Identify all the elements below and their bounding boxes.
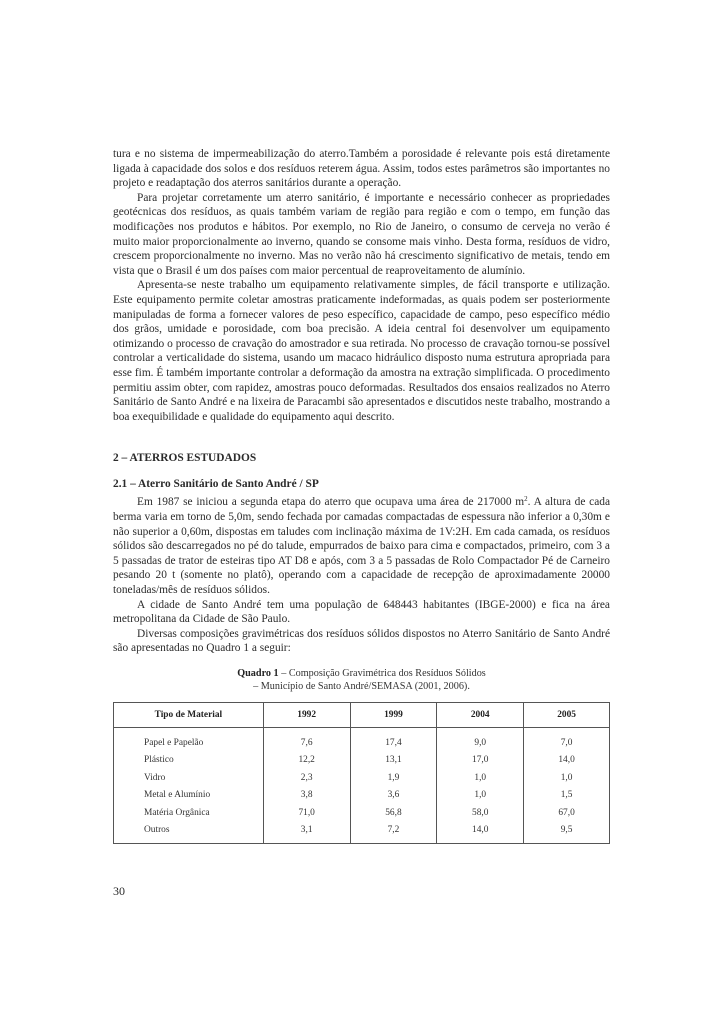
- cell-value: 67,0: [524, 804, 610, 822]
- page-number: 30: [113, 884, 125, 898]
- cell-value: 71,0: [263, 804, 350, 822]
- paragraph-population: A cidade de Santo André tem uma população de 648443 habitantes (IBGE-2000) e fica na área metropolitana da Cidade de São Paulo.: [113, 598, 610, 626]
- table-row: [114, 751, 610, 769]
- cell-value: 14,0: [524, 751, 610, 769]
- caption-line-1: – Composição Gravimétrica dos Resíduos Sólidos: [278, 668, 486, 679]
- cell-value: 1,0: [437, 769, 524, 787]
- cell-value: 2,3: [263, 769, 350, 787]
- cell-material: Metal e Alumínio: [114, 786, 264, 804]
- cell-value: 12,2: [263, 751, 350, 769]
- cell-value: 58,0: [437, 804, 524, 822]
- table-header-row: [114, 702, 610, 727]
- table-row: [114, 821, 610, 843]
- header-year-2004: 2004: [437, 702, 524, 727]
- cell-material: Outros: [114, 821, 264, 843]
- cell-value: 7,6: [263, 727, 350, 751]
- cell-value: 9,0: [437, 727, 524, 751]
- table-caption: [113, 667, 610, 694]
- cell-value: 3,1: [263, 821, 350, 843]
- header-year-2005: 2005: [524, 702, 610, 727]
- paragraph-intro-3: Apresenta-se neste trabalho um equipamento relativamente simples, de fácil transporte e utilização. Este equipamento permite coletar amostras praticamente indeformadas, as quais podem ser posteriormente manipuladas de forma a fornecer valores de peso específico, capacidade de campo, peso específico médio dos grãos, umidade e porosidade, com boa precisão. A ideia central foi desenvolver um equipamento otimizando o processo de cravação do amostrador e sua retirada. No processo de cravação tornou-se possível controlar a verticalidade do sistema, usando um macaco hidráulico disposto numa estrutura apropriada para esse fim. É também importante controlar a deformação da amostra na extração simplificada. O procedimento permitiu assim obter, com rapidez, amostras pouco deformadas. Resultados dos ensaios realizados no Aterro Sanitário de Santo André e na lixeira de Paracambi são apresentados e discutidos neste trabalho, mostrando a boa exequibilidade e qualidade do equipamento aqui descrito.: [113, 279, 610, 423]
- header-year-1999: 1999: [350, 702, 437, 727]
- cell-value: 17,4: [350, 727, 437, 751]
- cell-value: 13,1: [350, 751, 437, 769]
- caption-line-2: – Município de Santo André/SEMASA (2001, 2006).: [253, 681, 470, 693]
- table-row: [114, 727, 610, 751]
- cell-material: Papel e Papelão: [114, 727, 264, 751]
- cell-value: 17,0: [437, 751, 524, 769]
- cell-material: Plástico: [114, 751, 264, 769]
- cell-value: 56,8: [350, 804, 437, 822]
- cell-value: 1,5: [524, 786, 610, 804]
- table-row: [114, 786, 610, 804]
- cell-material: Vidro: [114, 769, 264, 787]
- cell-material: Matéria Orgânica: [114, 804, 264, 822]
- paragraph-area-text: Em 1987 se iniciou a segunda etapa do aterro que ocupava uma área de 217000 m: [137, 496, 525, 509]
- header-year-1992: 1992: [263, 702, 350, 727]
- table-row: [114, 769, 610, 787]
- cell-value: 7,2: [350, 821, 437, 843]
- page-body: [113, 147, 610, 844]
- cell-value: 3,6: [350, 786, 437, 804]
- table-row: [114, 804, 610, 822]
- cell-value: 1,0: [437, 786, 524, 804]
- paragraph-compositions: Diversas composições gravimétricas dos resíduos sólidos dispostos no Aterro Sanitário de Santo André são apresentadas no Quadro 1 a seguir:: [113, 627, 610, 655]
- paragraph-intro-2: Para projetar corretamente um aterro sanitário, é importante e necessário conhecer as propriedades geotécnicas dos resíduos, as quais também variam de região para região e com o tempo, em função das modificações nos produtos e hábitos. Por exemplo, no Rio de Janeiro, o consumo de cerveja no verão é muito maior proporcionalmente ao inverno, quando se consome mais vinho. Desta forma, resíduos de vidro, crescem proporcionalmente no inverno. Mas no verão não há crescimento significativo de metais, tendo em vista que o Brasil é um dos países com maior percentual de reaproveitamento de alumínio.: [113, 191, 610, 277]
- paragraph-intro-1: tura e no sistema de impermeabilização do aterro.Também a porosidade é relevante pois está diretamente ligada à capacidade dos solos e dos resíduos reterem água. Assim, todos estes parâmetros são importantes no projeto e readaptação dos aterros sanitários durante a operação.: [113, 148, 610, 190]
- composition-table: [113, 702, 610, 844]
- cell-value: 1,0: [524, 769, 610, 787]
- section-heading: 2 – ATERROS ESTUDADOS: [113, 452, 257, 465]
- subsection-heading: 2.1 – Aterro Sanitário de Santo André / SP: [113, 477, 319, 490]
- area-unit-superscript: 2: [524, 495, 528, 504]
- cell-value: 3,8: [263, 786, 350, 804]
- paragraph-area-text-continued: . A altura de cada berma varia em torno de 5,0m, sendo fechada por camadas compactadas de espessura não inferior a 0,30m e não superior a 0,60m, dispostas em taludes com inclinação máxima de 1V:2H. Em cada camada, os resíduos sólidos são descarregados no pé do talude, empurrados de baixo para cima e compactados, primeiro, com 3 a 5 passadas de trator de esteiras tipo AT D8 e após, com 3 a 5 passadas de Rolo Compactador Pé de Carneiro pesando 20 t (somente no platô), operando com a capacidade de recepção de aproximadamente 20000 toneladas/mês de resíduos sólidos.: [113, 496, 611, 597]
- paragraph-area: [113, 495, 610, 597]
- cell-value: 9,5: [524, 821, 610, 843]
- cell-value: 14,0: [437, 821, 524, 843]
- caption-label: Quadro 1: [237, 668, 279, 679]
- header-material-type: Tipo de Material: [114, 702, 264, 727]
- cell-value: 7,0: [524, 727, 610, 751]
- cell-value: 1,9: [350, 769, 437, 787]
